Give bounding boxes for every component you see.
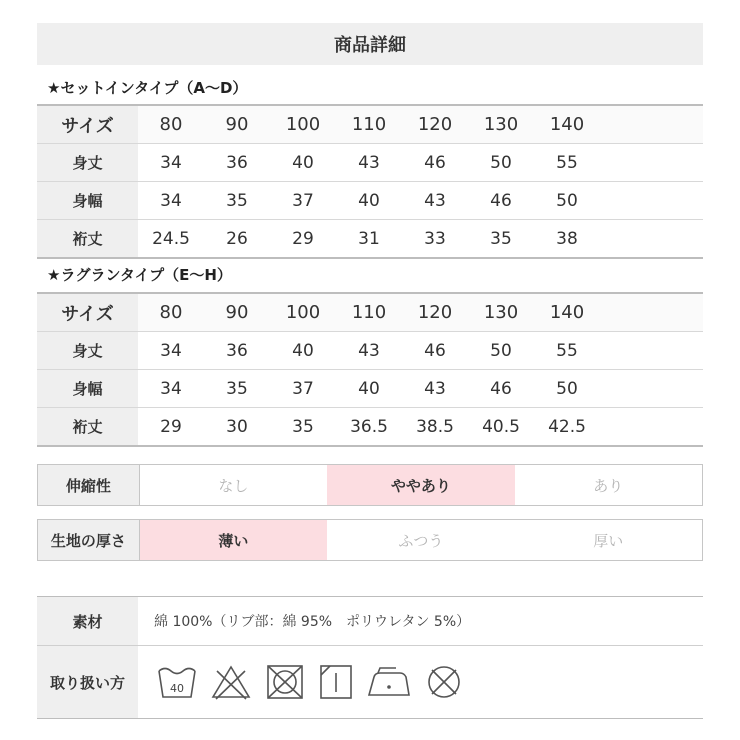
value-cell: 43 — [336, 144, 402, 182]
thickness-option-normal: ふつう — [398, 531, 444, 550]
raglan-size-table — [37, 292, 703, 447]
value-cell: 29 — [270, 220, 336, 259]
size-cell: 110 — [336, 105, 402, 144]
value-cell: 33 — [402, 220, 468, 259]
stretch-option-some: ややあり — [327, 465, 514, 505]
value-cell: 46 — [402, 144, 468, 182]
value-cell: 55 — [534, 332, 600, 370]
wash-40-icon — [156, 663, 198, 701]
material-value: 綿 100%（リブ部：綿 95% ポリウレタン 5%） — [138, 597, 703, 646]
value-cell: 35 — [468, 220, 534, 259]
value-cell: 43 — [336, 332, 402, 370]
table-row — [37, 408, 703, 447]
table-row — [37, 220, 703, 259]
value-cell: 30 — [204, 408, 270, 447]
stretch-rating — [37, 464, 703, 506]
stretch-option-none: なし — [218, 476, 249, 495]
value-cell: 37 — [270, 370, 336, 408]
set-in-size-table — [37, 104, 703, 259]
row-label: 身幅 — [37, 182, 138, 220]
size-cell: 90 — [204, 293, 270, 332]
value-cell: 35 — [204, 182, 270, 220]
size-cell: 100 — [270, 105, 336, 144]
size-cell: 100 — [270, 293, 336, 332]
value-cell: 42.5 — [534, 408, 600, 447]
value-cell: 46 — [468, 182, 534, 220]
spacer-cell — [600, 182, 703, 220]
wash-temp-text: 40 — [170, 682, 184, 695]
table-row — [37, 293, 703, 332]
value-cell: 40 — [270, 332, 336, 370]
set-in-heading: ★セットインタイプ（A～D） — [47, 79, 248, 97]
value-cell: 40.5 — [468, 408, 534, 447]
value-cell: 34 — [138, 332, 204, 370]
value-cell: 35 — [204, 370, 270, 408]
thickness-label: 生地の厚さ — [38, 520, 140, 560]
value-cell: 34 — [138, 144, 204, 182]
no-tumble-dry-icon — [264, 663, 306, 701]
size-cell: 120 — [402, 105, 468, 144]
value-cell: 38.5 — [402, 408, 468, 447]
row-label: 身丈 — [37, 332, 138, 370]
value-cell: 50 — [534, 370, 600, 408]
table-row — [37, 370, 703, 408]
value-cell: 38 — [534, 220, 600, 259]
row-label: 裄丈 — [37, 220, 138, 259]
row-label: 裄丈 — [37, 408, 138, 447]
value-cell: 36.5 — [336, 408, 402, 447]
stretch-label: 伸縮性 — [38, 465, 140, 505]
row-label: サイズ — [37, 293, 138, 332]
value-cell: 34 — [138, 370, 204, 408]
size-cell: 80 — [138, 293, 204, 332]
spacer-cell — [600, 220, 703, 259]
table-row — [37, 182, 703, 220]
value-cell: 50 — [534, 182, 600, 220]
care-row — [37, 646, 703, 719]
value-cell: 34 — [138, 182, 204, 220]
value-cell: 40 — [336, 370, 402, 408]
spacer-cell — [600, 105, 703, 144]
value-cell: 31 — [336, 220, 402, 259]
row-label: サイズ — [37, 105, 138, 144]
value-cell: 46 — [468, 370, 534, 408]
stretch-option-yes: あり — [593, 476, 624, 495]
line-dry-shade-icon — [318, 663, 354, 701]
raglan-heading: ★ラグランタイプ（E～H） — [47, 266, 232, 284]
size-cell: 120 — [402, 293, 468, 332]
no-bleach-icon — [210, 663, 252, 701]
value-cell: 46 — [402, 332, 468, 370]
thickness-rating — [37, 519, 703, 561]
size-cell: 130 — [468, 293, 534, 332]
size-cell: 90 — [204, 105, 270, 144]
no-dry-clean-icon — [424, 663, 464, 701]
value-cell: 40 — [270, 144, 336, 182]
spacer-cell — [600, 144, 703, 182]
value-cell: 50 — [468, 144, 534, 182]
page-title: 商品詳細 — [37, 23, 703, 65]
value-cell: 50 — [468, 332, 534, 370]
value-cell: 40 — [336, 182, 402, 220]
material-care-table — [37, 596, 703, 719]
spacer-cell — [600, 332, 703, 370]
material-row — [37, 597, 703, 646]
thickness-option-thin: 薄い — [140, 520, 327, 560]
value-cell: 29 — [138, 408, 204, 447]
spacer-cell — [600, 293, 703, 332]
thickness-option-thick: 厚い — [593, 531, 624, 550]
value-cell: 43 — [402, 370, 468, 408]
size-cell: 130 — [468, 105, 534, 144]
care-label: 取り扱い方 — [37, 646, 138, 719]
care-icons — [156, 663, 703, 701]
size-cell: 110 — [336, 293, 402, 332]
row-label: 身丈 — [37, 144, 138, 182]
table-row — [37, 105, 703, 144]
value-cell: 24.5 — [138, 220, 204, 259]
table-row — [37, 144, 703, 182]
value-cell: 55 — [534, 144, 600, 182]
material-label: 素材 — [37, 597, 138, 646]
value-cell: 35 — [270, 408, 336, 447]
row-label: 身幅 — [37, 370, 138, 408]
size-cell: 140 — [534, 105, 600, 144]
value-cell: 36 — [204, 332, 270, 370]
iron-low-icon — [366, 663, 412, 701]
spacer-cell — [600, 370, 703, 408]
spacer-cell — [600, 408, 703, 447]
size-cell: 80 — [138, 105, 204, 144]
care-icons-cell — [138, 646, 703, 719]
table-row — [37, 332, 703, 370]
value-cell: 36 — [204, 144, 270, 182]
value-cell: 43 — [402, 182, 468, 220]
value-cell: 26 — [204, 220, 270, 259]
value-cell: 37 — [270, 182, 336, 220]
size-cell: 140 — [534, 293, 600, 332]
